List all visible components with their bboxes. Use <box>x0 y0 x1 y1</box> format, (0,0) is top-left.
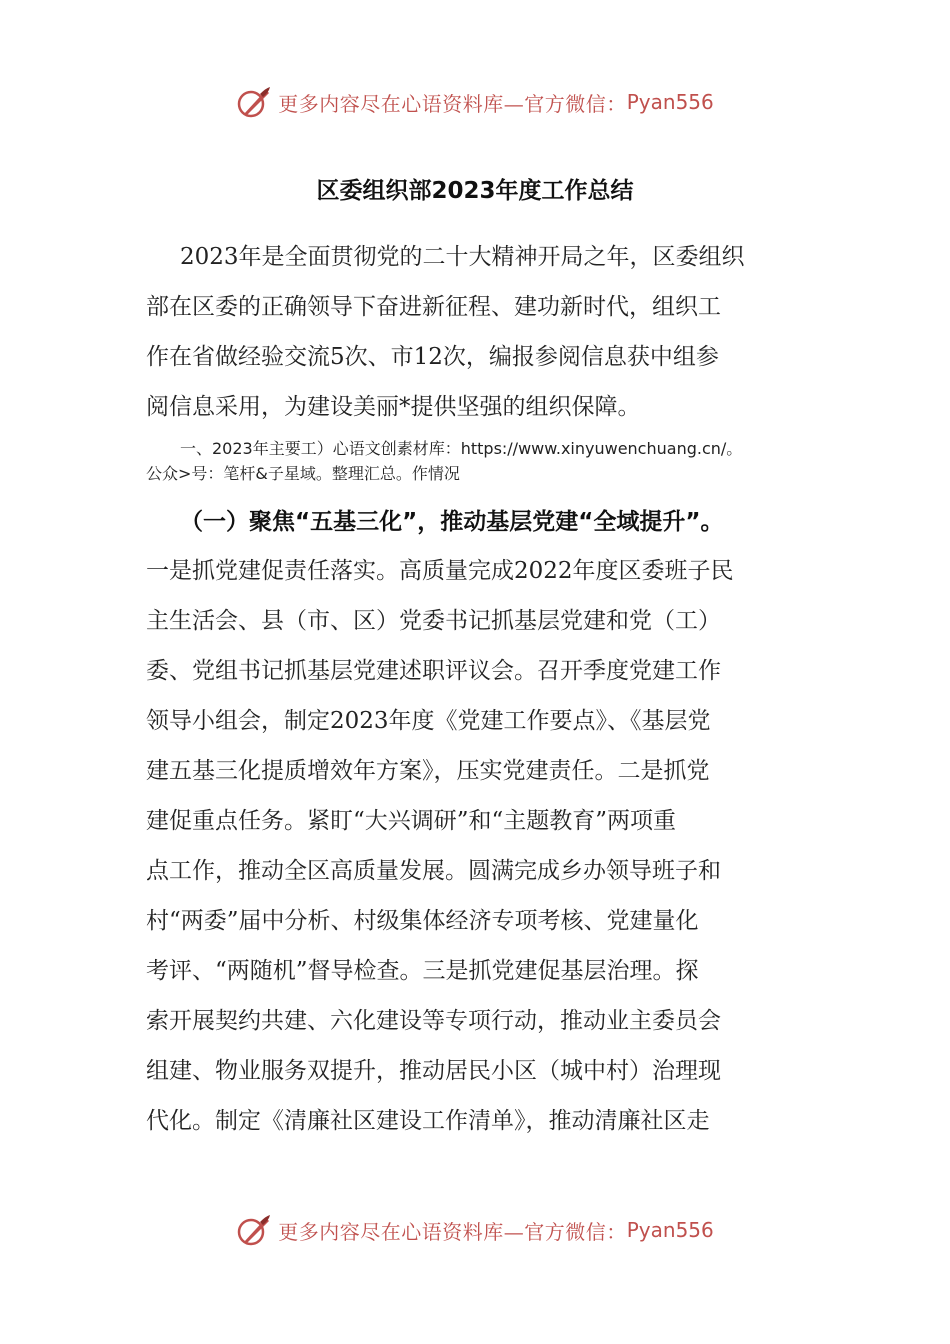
intro-line: 2023年是全面贯彻党的二十大精神开局之年，区委组织 <box>180 244 745 270</box>
intro-line: 作在省做经验交流5次、市12次，编报参阅信息获中组参 <box>146 344 719 370</box>
quill-logo-icon <box>236 84 272 120</box>
intro-paragraph <box>146 232 816 432</box>
body-line: 委、党组书记抓基层党建述职评议会。召开季度党建工作 <box>146 658 721 684</box>
banner-contact: Pyan556 <box>626 1218 714 1242</box>
inserted-note <box>146 436 826 486</box>
body-line: 索开展契约共建、六化建设等专项行动，推动业主委员会 <box>146 1008 721 1034</box>
body-line: 代化。制定《清廉社区建设工作清单》，推动清廉社区走 <box>146 1108 710 1134</box>
document-title: 区委组织部2023年度工作总结 <box>316 178 634 204</box>
body-line: 村“两委”届中分析、村级集体经济专项考核、党建量化 <box>146 908 699 934</box>
banner-contact: Pyan556 <box>626 90 714 114</box>
body-line: 建促重点任务。紧盯“大兴调研”和“主题教育”两项重 <box>146 808 677 834</box>
body-line: 点工作，推动全区高质量发展。圆满完成乡办领导班子和 <box>146 858 721 884</box>
header-banner <box>0 80 950 124</box>
note-line: 一、2023年主要工）心语文创素材库：https://www.xinyuwenchuang.cn/。 <box>180 439 743 458</box>
body-line: 主生活会、县（市、区）党委书记抓基层党建和党（工） <box>146 608 721 634</box>
body-line: 考评、“两随机”督导检查。三是抓党建促基层治理。探 <box>146 958 699 984</box>
body-line: 组建、物业服务双提升，推动居民小区（城中村）治理现 <box>146 1058 721 1084</box>
body-line: 一是抓党建促责任落实。高质量完成2022年度区委班子民 <box>146 558 734 584</box>
body-line: 建五基三化提质增效年方案》，压实党建责任。二是抓党 <box>146 758 710 784</box>
body-paragraph <box>146 546 816 1146</box>
note-line: 公众>号：笔杆&子星域。整理汇总。作情况 <box>146 464 460 483</box>
intro-line: 阅信息采用，为建设美丽*提供坚强的组织保障。 <box>146 394 641 420</box>
body-line: 领导小组会，制定2023年度《党建工作要点》、《基层党 <box>146 708 711 734</box>
quill-logo-icon <box>236 1212 272 1248</box>
section-heading: （一）聚焦“五基三化”，推动基层党建“全域提升”。 <box>180 509 724 535</box>
banner-text: 更多内容尽在心语资料库—官方微信： <box>278 1219 627 1244</box>
banner-text: 更多内容尽在心语资料库—官方微信： <box>278 91 627 116</box>
footer-banner <box>0 1208 950 1252</box>
intro-line: 部在区委的正确领导下奋进新征程、建功新时代，组织工 <box>146 294 721 320</box>
